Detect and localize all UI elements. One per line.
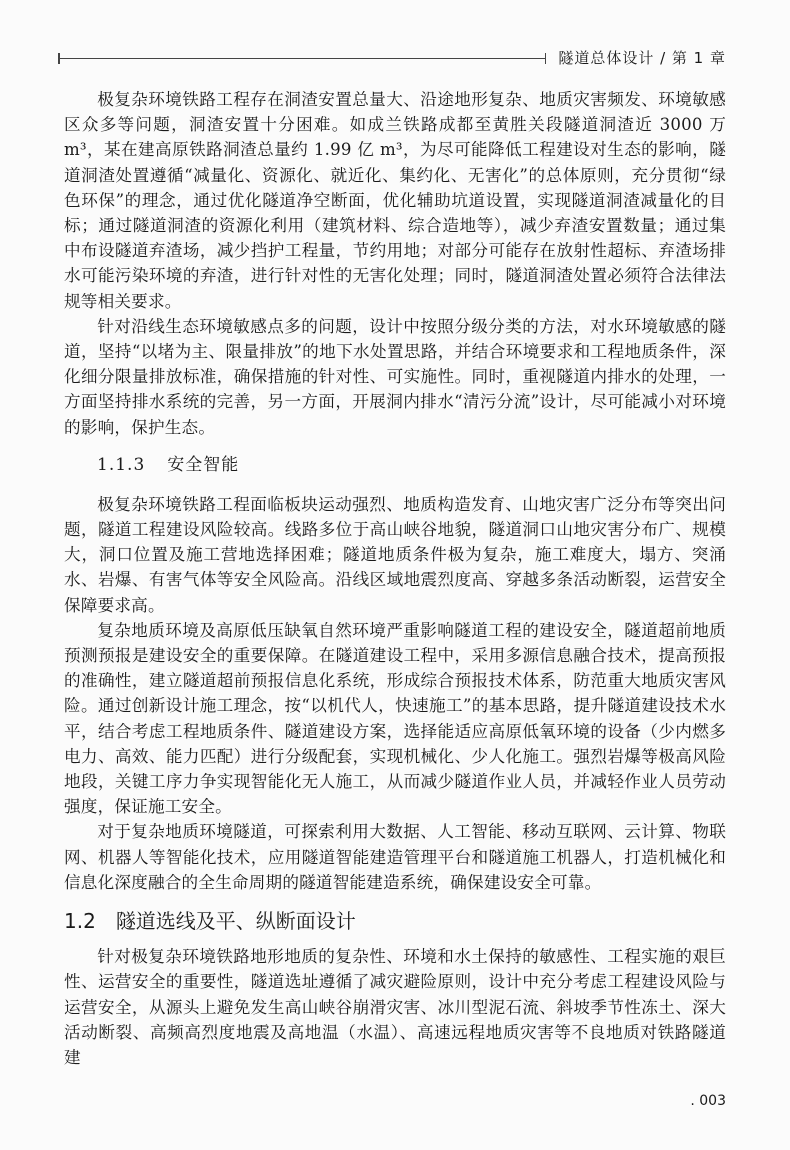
paragraph: 针对极复杂环境铁路地形地质的复杂性、环境和水土保持的敏感性、工程实施的艰巨性、运营安全的重要性，隧道选址遵循了减灾避险原则，设计中充分考虑工程建设风险与运营安全，从源头上避免发生高山峡谷崩滑灾害、冰川型泥石流、斜坡季节性冻土、深大活动断裂、高频高烈度地震及高地温（水温）、高速远程地质灾害等不良地质对铁路隧道建 <box>64 947 726 1067</box>
page-body <box>64 87 726 1070</box>
paragraph: 对于复杂地质环境隧道，可探索利用大数据、人工智能、移动互联网、云计算、物联网、机器人等智能化技术，应用隧道智能建造管理平台和隧道施工机器人，打造机械化和信息化深度融合的全生命周期的隧道智能建造系统，确保建设安全可靠。 <box>64 822 726 892</box>
section-heading <box>64 907 726 935</box>
subsection-heading <box>64 453 726 477</box>
paragraph: 复杂地质环境及高原低压缺氧自然环境严重影响隧道工程的建设安全，隧道超前地质预测预报是建设安全的重要保障。在隧道建设工程中，采用多源信息融合技术，提高预报的准确性，建立隧道超前预报信息化系统，形成综合预报技术体系，防范重大地质灾害风险。通过创新设计施工理念，按“以机代人，快速施工”的基本思路，提升隧道建设技术水平，结合考虑工程地质条件、隧道建设方案，选择能适应高原低氧环境的设备（少内燃多电力、高效、能力匹配）进行分级配套，实现机械化、少人化施工。强烈岩爆等极高风险地段，关键工序力争实现智能化无人施工，从而减少隧道作业人员，并减轻作业人员劳动强度，保证施工安全。 <box>64 620 726 817</box>
subsection-title: 安全智能 <box>167 454 240 475</box>
paragraph: 极复杂环境铁路工程面临板块运动强烈、地质构造发育、山地灾害广泛分布等突出问题，隧道工程建设风险较高。线路多位于高山峡谷地貌，隧道洞口山地灾害分布广、规模大，洞口位置及施工营地选择困难；隧道地质条件极为复杂，施工难度大，塌方、突涌水、岩爆、有害气体等安全风险高。沿线区域地震烈度高、穿越多条活动断裂，运营安全保障要求高。 <box>64 494 726 615</box>
header-rule <box>58 58 546 59</box>
paragraph: 极复杂环境铁路工程存在洞渣安置总量大、沿途地形复杂、地质灾害频发、环境敏感区众多等问题，洞渣安置十分困难。如成兰铁路成都至黄胜关段隧道洞渣近 3000 万 m³，某在建高原铁路洞渣总量约 1.99 亿 m³，为尽可能降低工程建设对生态的影响，隧道洞渣处置遵循“减量化、资源化、就近化、集约化、无害化”的总体原则，充分贯彻“绿色环保”的理念，通过优化隧道净空断面，优化辅助坑道设置，实现隧道洞渣减量化的目标；通过隧道洞渣的资源化利用（建筑材料、综合造地等），减少弃渣安置数量；通过集中布设隧道弃渣场，减少挡护工程量，节约用地；对部分可能存在放射性超标、弃渣场排水可能污染环境的弃渣，进行针对性的无害化处理；同时，隧道洞渣处置必须符合法律法规等相关要求。 <box>64 90 726 311</box>
header-runner-text: 隧道总体设计 / 第 1 章 <box>558 49 726 67</box>
section-number: 1.2 <box>64 909 96 934</box>
subsection-number: 1.1.3 <box>97 454 146 475</box>
section-title: 隧道选线及平、纵断面设计 <box>115 909 356 934</box>
page-number: . 003 <box>690 1093 726 1109</box>
paragraph: 针对沿线生态环境敏感点多的问题，设计中按照分级分类的方法，对水环境敏感的隧道，坚持“以堵为主、限量排放”的地下水处置思路，并结合环境要求和工程地质条件，深化细分限量排放标准，确保措施的针对性、可实施性。同时，重视隧道内排水的处理，一方面坚持排水系统的完善，另一方面，开展洞内排水“清污分流”设计，尽可能减小对环境的影响，保护生态。 <box>64 316 726 437</box>
running-header <box>58 44 726 74</box>
